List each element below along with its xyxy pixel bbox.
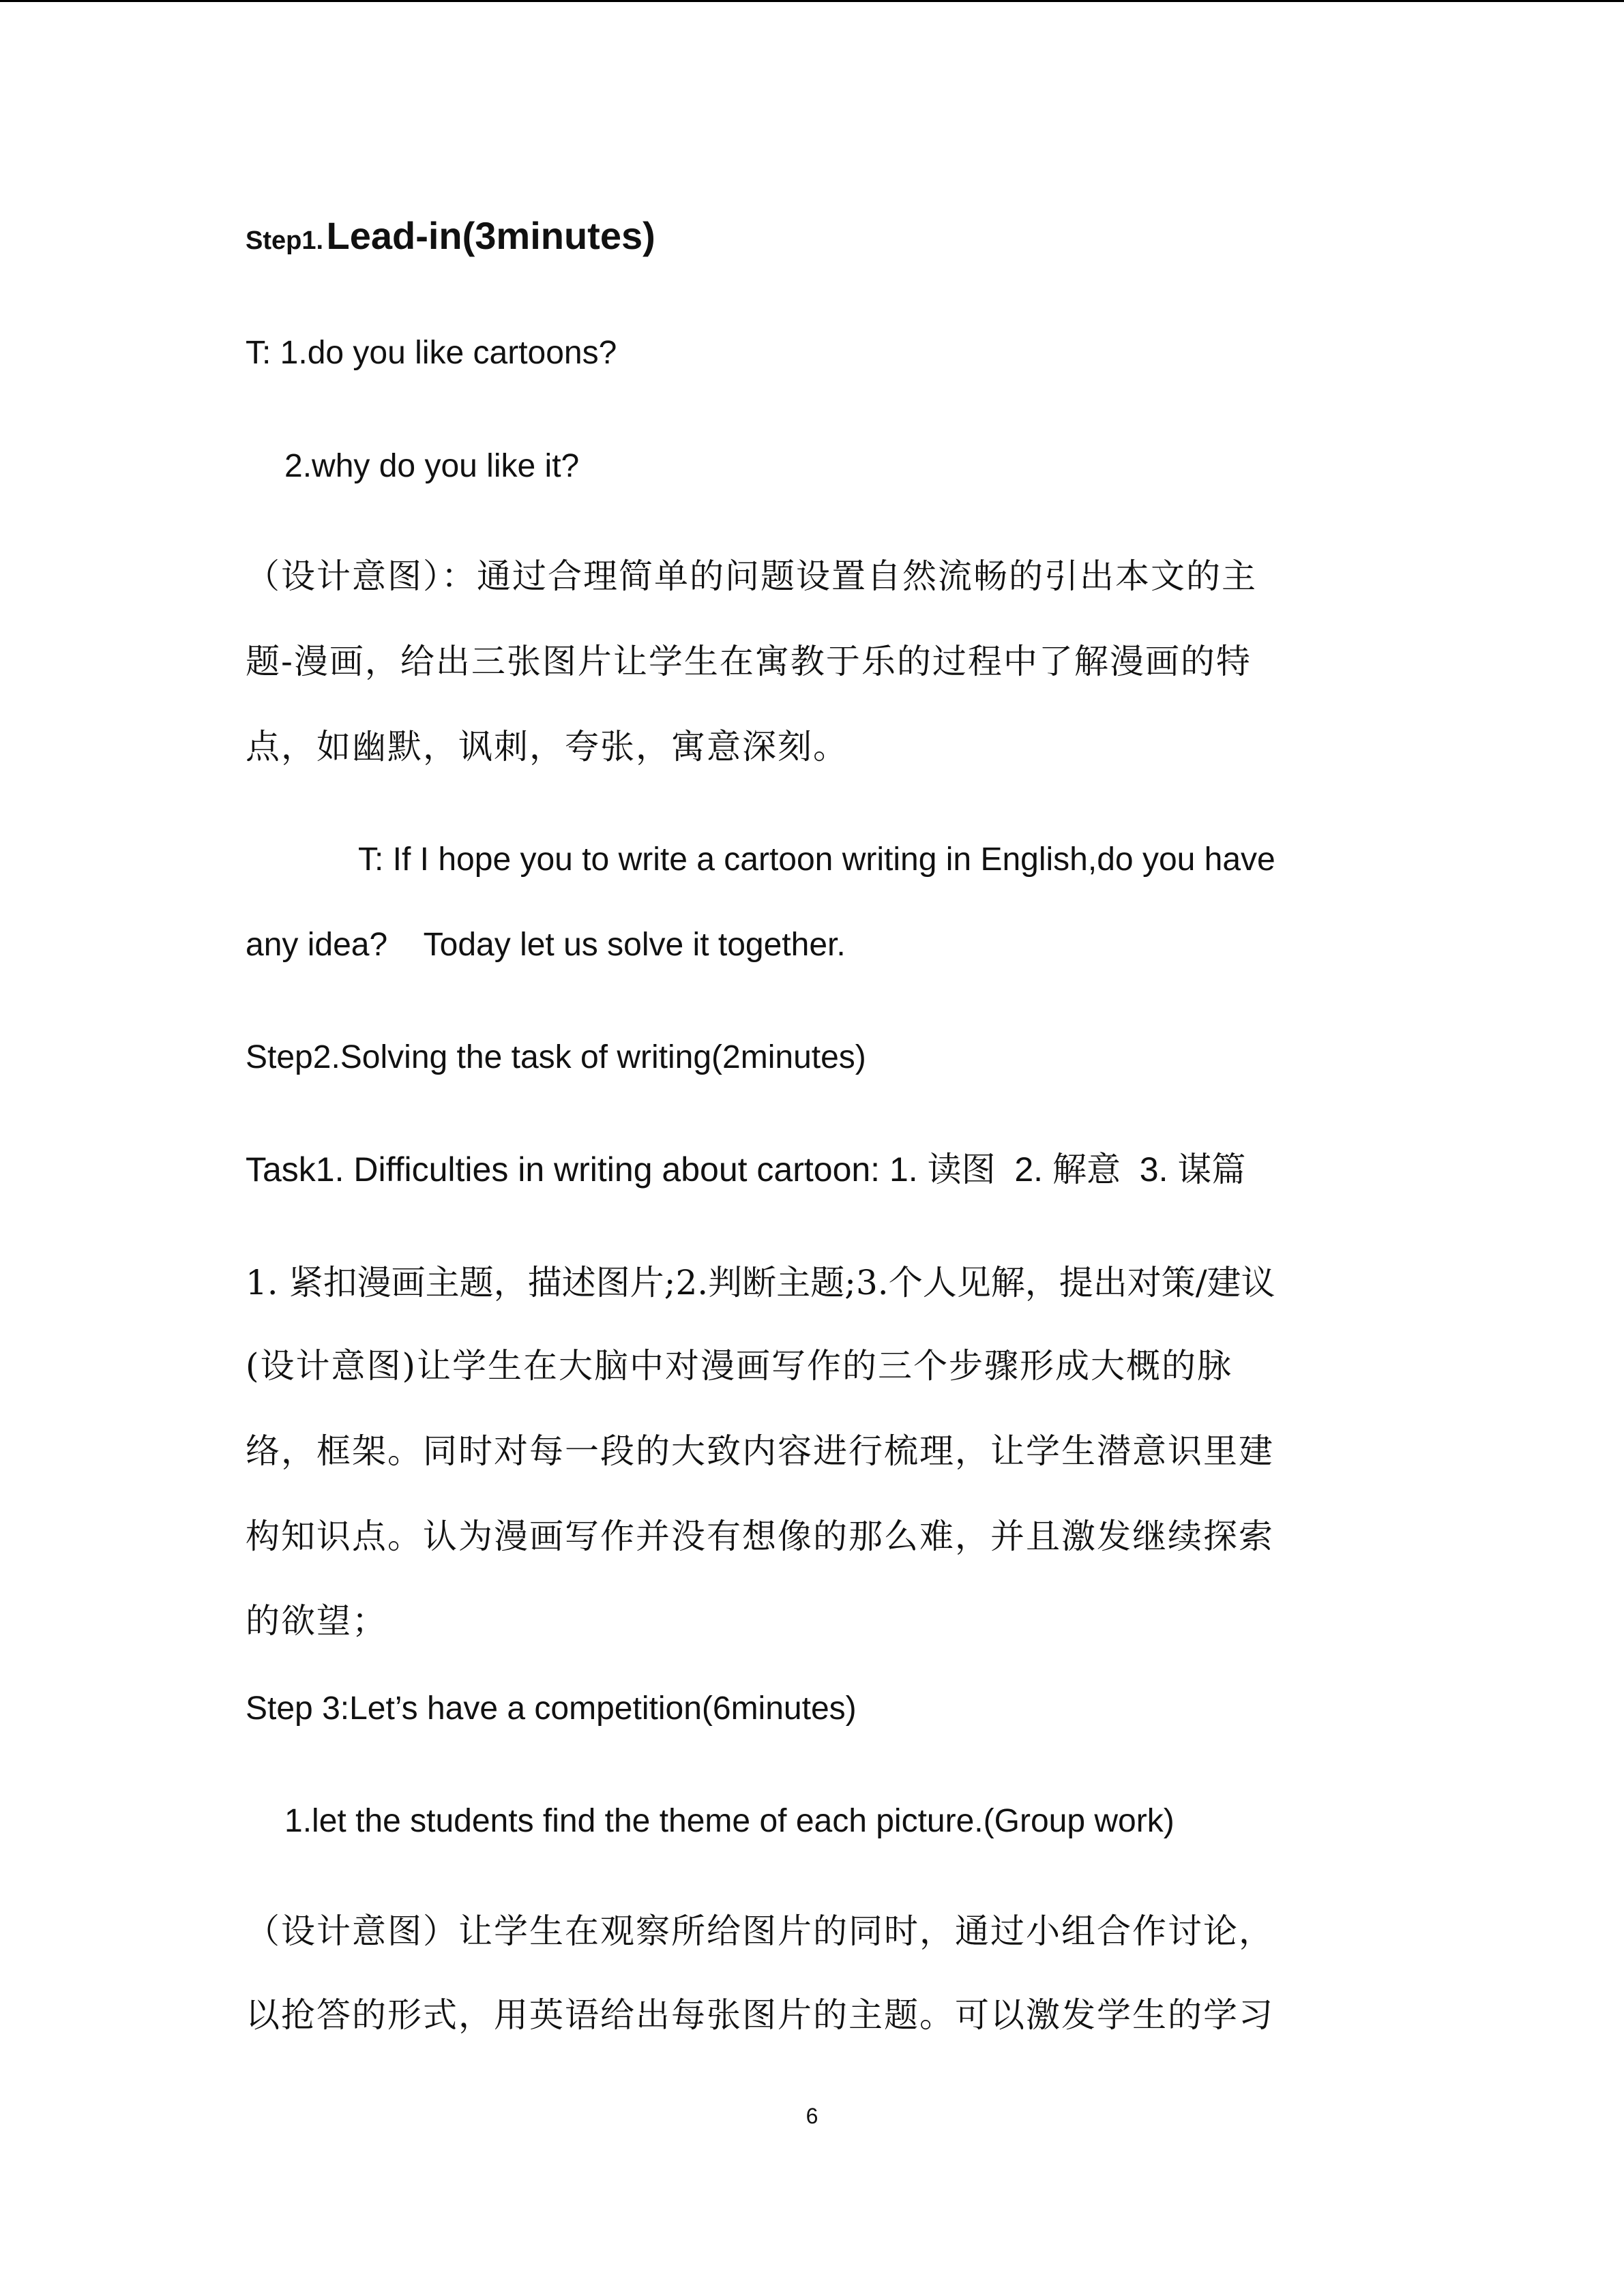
step3-heading: Step 3:Let’s have a competition(6minutes): [246, 1690, 857, 1727]
design-intent-3-line-1: （设计意图）让学生在观察所给图片的同时，通过小组合作讨论，: [246, 1911, 1274, 1951]
teacher-prompt-line-1: T: If I hope you to write a cartoon writing in English,do you have: [358, 841, 1275, 878]
task1-item-3: 谋篇: [1177, 1150, 1246, 1189]
task1-number-2: 2.: [1014, 1150, 1044, 1189]
design-intent-1-line-3: 点，如幽默，讽刺，夸张，寓意深刻。: [246, 727, 848, 766]
design-intent-2-line-4: 的欲望；: [246, 1601, 387, 1641]
step2-heading: Step2.Solving the task of writing(2minutes): [246, 1039, 866, 1075]
step1-title: Lead-in(3minutes): [326, 214, 655, 257]
task1-item-1: 读图: [927, 1150, 996, 1189]
top-border: [0, 0, 1624, 2]
question-2: 2.why do you like it?: [284, 448, 580, 484]
question-1: T: 1.do you like cartoons?: [246, 335, 617, 371]
task1-text: Task1. Difficulties in writing about cartoon: 1.: [246, 1150, 918, 1189]
design-intent-1-line-1: （设计意图）：通过合理简单的问题设置自然流畅的引出本文的主: [246, 556, 1257, 596]
step1-heading: [246, 214, 655, 257]
page-number: 6: [806, 2104, 818, 2128]
step3-item-1: 1.let the students find the theme of each picture.(Group work): [284, 1803, 1175, 1839]
design-intent-2-line-1: (设计意图)让学生在大脑中对漫画写作的三个步骤形成大概的脉: [246, 1346, 1233, 1386]
design-intent-3-line-2: 以抢答的形式，用英语给出每张图片的主题。可以激发学生的学习: [246, 1995, 1274, 2035]
writing-steps-line: 1. 紧扣漫画主题，描述图片;2.判断主题;3.个人见解，提出对策/建议: [246, 1263, 1275, 1302]
design-intent-2-line-3: 构知识点。认为漫画写作并没有想像的那么难，并且激发继续探索: [246, 1517, 1274, 1556]
design-intent-1-line-2: 题-漫画，给出三张图片让学生在寓教于乐的过程中了解漫画的特: [246, 642, 1252, 681]
step1-prefix: Step1.: [246, 226, 324, 255]
teacher-prompt-line-2: any idea? Today let us solve it together.: [246, 927, 846, 963]
design-intent-2-line-2: 络，框架。同时对每一段的大致内容进行梳理，让学生潜意识里建: [246, 1431, 1274, 1471]
task1-number-3: 3.: [1139, 1150, 1168, 1189]
task1-item-2: 解意: [1052, 1150, 1121, 1189]
task1-line: [246, 1152, 1245, 1187]
